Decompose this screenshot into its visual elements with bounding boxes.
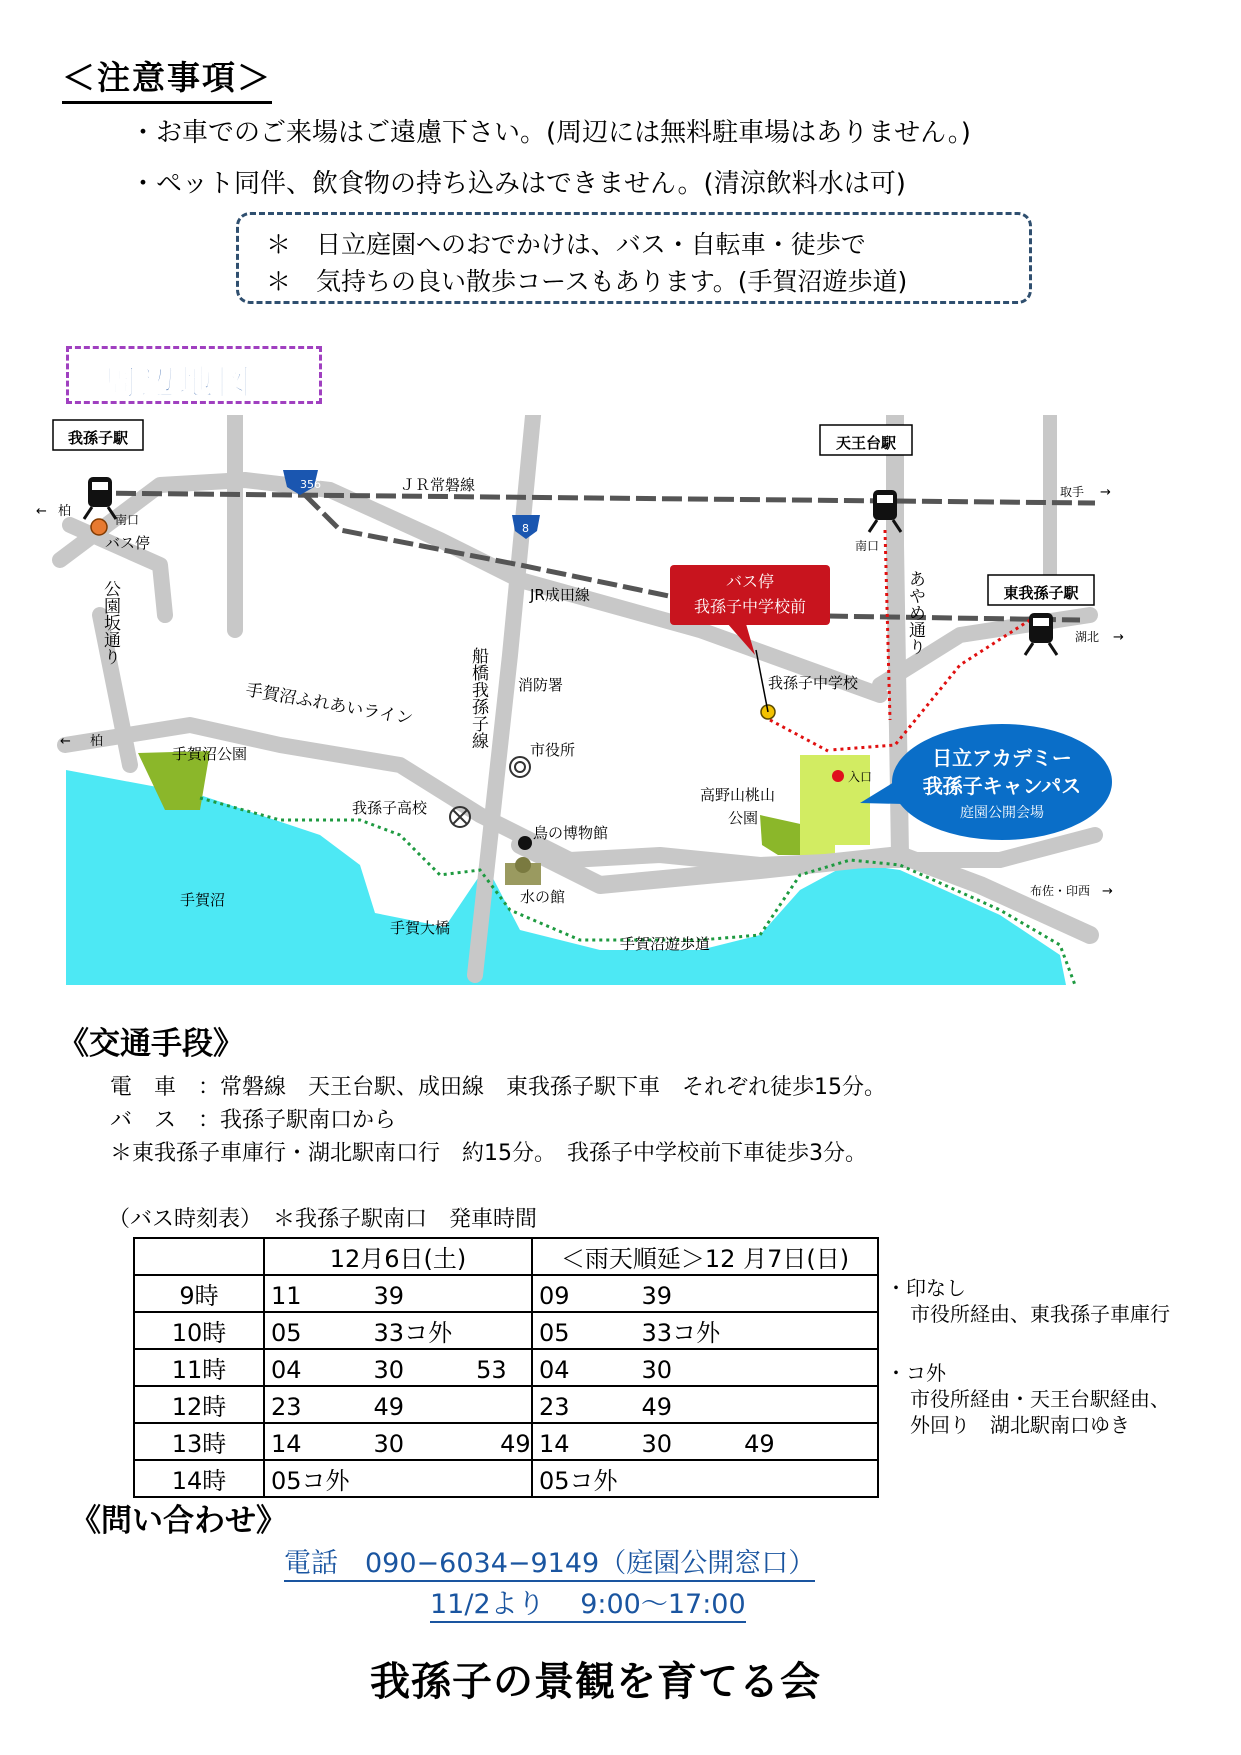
table-cell-sun: 05コ外: [532, 1460, 878, 1497]
table-row: [134, 1460, 878, 1497]
table-cell-hour: 12時: [134, 1386, 264, 1423]
higashi-abiko-station-label: 東我孫子駅: [1003, 584, 1079, 602]
bus-timetable: [133, 1237, 879, 1498]
table-header-row: [134, 1238, 878, 1275]
access-note-line-2: ＊ 気持ちの良い散歩コースもあります。(手賀沼遊歩道): [266, 267, 908, 296]
table-cell-sat: 04 30 53: [264, 1349, 532, 1386]
table-header-cell: ＜雨天順延＞12 月7日(日): [532, 1238, 878, 1275]
promenade-label: 手賀沼遊歩道: [620, 935, 711, 953]
route-356-number: 356: [300, 478, 321, 491]
note-none-title: ・印なし: [886, 1276, 966, 1300]
table-row: [134, 1349, 878, 1386]
city-hall-icon: [510, 757, 530, 777]
table-cell-sun: 23 49: [532, 1386, 878, 1423]
timetable-caption: （バス時刻表） ＊我孫子駅南口 発車時間: [108, 1207, 538, 1232]
table-row: [134, 1423, 878, 1460]
kohoku-label: 湖北: [1075, 630, 1100, 644]
transport-heading: 《交通手段》: [58, 1026, 244, 1062]
notice-heading: ＜注意事項＞: [62, 52, 272, 104]
train-icon: [869, 490, 901, 532]
table-header-cell: 12月6日(土): [264, 1238, 532, 1275]
callout-bus-title: バス停: [725, 572, 775, 591]
arrow-left-icon: ←: [36, 504, 47, 519]
fureai-line-label: 手賀沼ふれあいライン: [244, 680, 415, 730]
water-hall-label: 水の館: [520, 888, 566, 906]
map-title-box: [66, 346, 322, 404]
table-cell-hour: 14時: [134, 1460, 264, 1497]
entrance-label: 入口: [848, 770, 873, 784]
table-row: [134, 1386, 878, 1423]
access-note-line-1: ＊ 日立庭園へのおでかけは、バス・自転車・徒歩で: [266, 230, 866, 259]
transport-bus: バ ス ：我孫子駅南口から: [110, 1108, 397, 1133]
callout-bus-name: 我孫子中学校前: [693, 597, 807, 616]
kashiwa-label: 柏: [58, 504, 72, 519]
jr-narita-label: JR成田線: [530, 586, 590, 604]
fusa-label: 布佐・印西: [1030, 884, 1091, 898]
table-cell-hour: 9時: [134, 1275, 264, 1312]
table-cell-sat: 11 39: [264, 1275, 532, 1312]
table-cell-hour: 10時: [134, 1312, 264, 1349]
entrance-marker-icon: [832, 770, 844, 782]
bird-museum-label: 鳥の博物館: [533, 824, 609, 842]
contact-heading: 《問い合わせ》: [70, 1503, 287, 1539]
table-header-cell: [134, 1238, 264, 1275]
area-map: [0, 415, 1241, 1005]
table-cell-sat: 05 33コ外: [264, 1312, 532, 1349]
fire-station-label: 消防署: [518, 676, 564, 694]
arrow-right-icon: →: [1113, 630, 1124, 645]
teganuma-park-label: 手賀沼公園: [172, 745, 248, 763]
tega-bridge-label: 手賀大橋: [390, 919, 451, 937]
table-cell-sun: 04 30: [532, 1349, 878, 1386]
table-cell-sun: 05 33コ外: [532, 1312, 878, 1349]
campus-label-2: 我孫子キャンパス: [922, 774, 1082, 798]
contact-phone[interactable]: 電話 090−6034−9149（庭園公開窓口）: [284, 1541, 815, 1582]
kashiwa-label: 柏: [90, 734, 104, 749]
arrow-right-icon: →: [1100, 485, 1111, 500]
campus-label-3: 庭園公開会場: [960, 805, 1044, 821]
bus-stop-label: バス停: [105, 534, 151, 552]
minamiguchi-label: 南口: [115, 513, 140, 527]
takanoyama-label: 高野山桃山: [700, 786, 776, 804]
note-kogai-body-1: 市役所経由・天王台駅経由、: [910, 1387, 1170, 1411]
jr-joban-label: ＪＲ常磐線: [400, 476, 476, 494]
notice-line-pet: ・ペット同伴、飲食物の持ち込みはできません。(清涼飲料水は可): [130, 169, 906, 199]
table-cell-hour: 13時: [134, 1423, 264, 1460]
train-icon: [1025, 613, 1057, 655]
table-cell-sat: 05コ外: [264, 1460, 532, 1497]
arrow-right-icon: →: [1102, 884, 1113, 899]
route-8-number: 8: [522, 522, 529, 535]
funabashi-line-label: 船橋我孫子線: [468, 647, 488, 749]
note-kogai-title: ・コ外: [886, 1361, 946, 1385]
takanoyama-park: [760, 815, 805, 855]
map-title: 周辺地図: [103, 363, 255, 403]
table-cell-hour: 11時: [134, 1349, 264, 1386]
notice-line-car: ・お車でのご来場はご遠慮下さい。(周辺には無料駐車場はありません。): [130, 118, 971, 148]
abiko-hs-label: 我孫子高校: [352, 799, 428, 817]
bus-stop-icon: [91, 519, 107, 535]
transport-train: 電 車 ：常磐線 天王台駅、成田線 東我孫子駅下車 それぞれ徒歩15分。: [110, 1075, 886, 1100]
train-icon: [84, 477, 116, 519]
contact-hours: 11/2より 9:00〜17:00: [430, 1582, 746, 1623]
table-cell-sat: 14 30 49: [264, 1423, 532, 1460]
arrow-left-icon: ←: [60, 734, 71, 749]
abiko-station-label: 我孫子駅: [67, 429, 129, 447]
city-hall-label: 市役所: [530, 741, 576, 759]
tennodai-station-label: 天王台駅: [835, 434, 897, 452]
table-cell-sat: 23 49: [264, 1386, 532, 1423]
minamiguchi-label: 南口: [855, 539, 880, 553]
campus-label-1: 日立アカデミー: [932, 746, 1072, 770]
teganuma-label: 手賀沼: [180, 891, 226, 909]
table-cell-sun: 09 39: [532, 1275, 878, 1312]
transport-bus-detail: ＊東我孫子車庫行・湖北駅南口行 約15分。 我孫子中学校前下車徒歩3分。: [110, 1141, 867, 1166]
abiko-jhs-label: 我孫子中学校: [768, 674, 859, 692]
table-cell-sun: 14 30 49: [532, 1423, 878, 1460]
toride-label: 取手: [1060, 485, 1085, 499]
takanoyama-label: 公園: [728, 809, 759, 827]
table-row: [134, 1275, 878, 1312]
bird-museum-icon: [518, 836, 532, 850]
ayame-label: あやめ通り: [905, 570, 925, 655]
organizer-name: 我孫子の景観を育てる会: [370, 1659, 821, 1705]
note-none-body: 市役所経由、東我孫子車庫行: [910, 1302, 1170, 1326]
note-kogai-body-2: 外回り 湖北駅南口ゆき: [910, 1413, 1130, 1437]
table-row: [134, 1312, 878, 1349]
koenzaka-label: 公園坂通り: [100, 580, 120, 665]
